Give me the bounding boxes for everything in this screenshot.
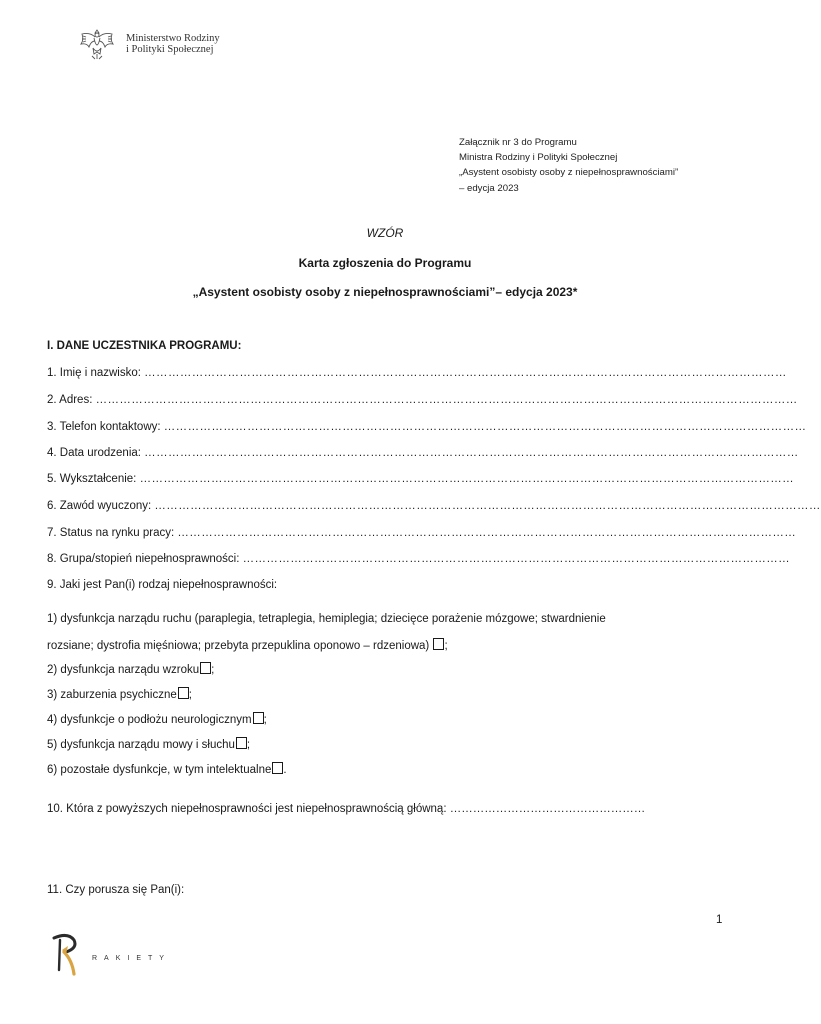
ministry-name (126, 33, 220, 55)
field-dots: ………………………………………………………………………………………………………………………………………… (177, 527, 797, 539)
field-address[interactable] (47, 394, 798, 406)
field-label: 6. Zawód wyuczony: (47, 500, 155, 512)
rakiety-logo (50, 930, 171, 980)
field-profession[interactable] (47, 500, 821, 512)
option-2-checkbox[interactable] (200, 662, 211, 674)
field-dots: ………………………………………………………………………………………………………………………………………………… (139, 473, 795, 485)
question-10[interactable]: 10. Która z powyższych niepełnosprawności jest niepełnosprawnością główną: …………………………………………… (47, 803, 646, 815)
field-dots: ……………………………………………………………………………………………………………………………………………… (163, 421, 807, 433)
wzor-label: WZÓR (366, 226, 404, 240)
field-label: 1. Imię i nazwisko: (47, 367, 145, 379)
option-1: rozsiane; dystrofia mięśniowa; przebyta przepuklina oponowo – rdzeniowa) ; (47, 640, 448, 652)
option-4: 4) dysfunkcje o podłożu neurologicznym ; (47, 714, 267, 726)
option-5-label: 5) dysfunkcja narządu mowy i słuchu (47, 739, 235, 751)
eagle-emblem-icon (76, 26, 118, 62)
page-number: 1 (716, 914, 723, 926)
option-3: 3) zaburzenia psychiczne ; (47, 689, 192, 701)
program-title: „Asystent osobisty osoby z niepełnosprawnościami”– edycja 2023* (192, 285, 578, 299)
option-3-label: 3) zaburzenia psychiczne (47, 689, 177, 701)
field-dots: …………………………………………………………………………………………………………………………………………………… (154, 500, 821, 512)
ministry-line-2: i Polityki Społecznej (126, 44, 214, 55)
option-2-label: 2) dysfunkcja narządu wzroku (47, 664, 200, 676)
question-9: 9. Jaki jest Pan(i) rodzaj niepełnosprawności: (47, 579, 278, 591)
field-label: 2. Adres: (47, 394, 96, 406)
field-label: 5. Wykształcenie: (47, 473, 140, 485)
field-label: 8. Grupa/stopień niepełnosprawności: (47, 553, 243, 565)
ministry-line-1: Ministerstwo Rodziny (126, 33, 220, 44)
field-dots: ……………………………………………………………………………………………………………………………………………… (144, 367, 787, 379)
ministry-logo (76, 26, 220, 62)
field-label: 7. Status na rynku pracy: (47, 527, 178, 539)
option-6-label: 6) pozostałe dysfunkcje, w tym intelektualne (47, 764, 272, 776)
section-heading: I. DANE UCZESTNIKA PROGRAMU: (47, 340, 242, 352)
field-label: 4. Data urodzenia: (47, 447, 145, 459)
annex-line-1: Załącznik nr 3 do Programu (459, 137, 577, 148)
field-labor-status[interactable] (47, 527, 797, 539)
annex-line-3: „Asystent osobisty osoby z niepełnosprawnościami” (459, 167, 679, 179)
field-dots: ………………………………………………………………………………………………………………………………………………… (144, 447, 799, 459)
annex-line-2: Ministra Rodziny i Polityki Społecznej (459, 152, 618, 164)
option-2: 2) dysfunkcja narządu wzroku ; (47, 664, 215, 676)
option-3-checkbox[interactable] (178, 687, 189, 699)
brand-name: RAKIETY (92, 954, 171, 962)
field-birth-date[interactable] (47, 447, 799, 459)
option-1-line-2: rozsiane; dystrofia mięśniowa; przebyta przepuklina oponowo – rdzeniowa) (47, 640, 430, 652)
annex-line-4: – edycja 2023 (459, 182, 519, 194)
field-phone[interactable] (47, 421, 807, 433)
field-dots: …………………………………………………………………………………………………………………………………………………………… (95, 394, 798, 406)
option-4-checkbox[interactable] (253, 712, 264, 724)
field-education[interactable] (47, 473, 795, 485)
option-6: 6) pozostałe dysfunkcje, w tym intelektualne . (47, 764, 287, 776)
option-5-checkbox[interactable] (236, 737, 247, 749)
field-name[interactable] (47, 367, 787, 379)
option-1-checkbox[interactable] (433, 638, 444, 650)
field-label: 3. Telefon kontaktowy: (47, 421, 164, 433)
rakiety-r-logo-icon (50, 930, 86, 980)
option-1-line-1: 1) dysfunkcja narządu ruchu (paraplegia, tetraplegia, hemiplegia; dziecięce porażenie mózgowe; stwardnienie (47, 613, 606, 625)
field-disability-degree[interactable] (47, 553, 791, 565)
question-11: 11. Czy porusza się Pan(i): (47, 884, 185, 896)
option-6-checkbox[interactable] (272, 762, 283, 774)
option-5: 5) dysfunkcja narządu mowy i słuchu ; (47, 739, 251, 751)
option-4-label: 4) dysfunkcje o podłożu neurologicznym (47, 714, 252, 726)
field-dots: ………………………………………………………………………………………………………………………… (242, 553, 791, 565)
annex-note (459, 135, 678, 196)
form-title: Karta zgłoszenia do Programu (298, 256, 472, 270)
